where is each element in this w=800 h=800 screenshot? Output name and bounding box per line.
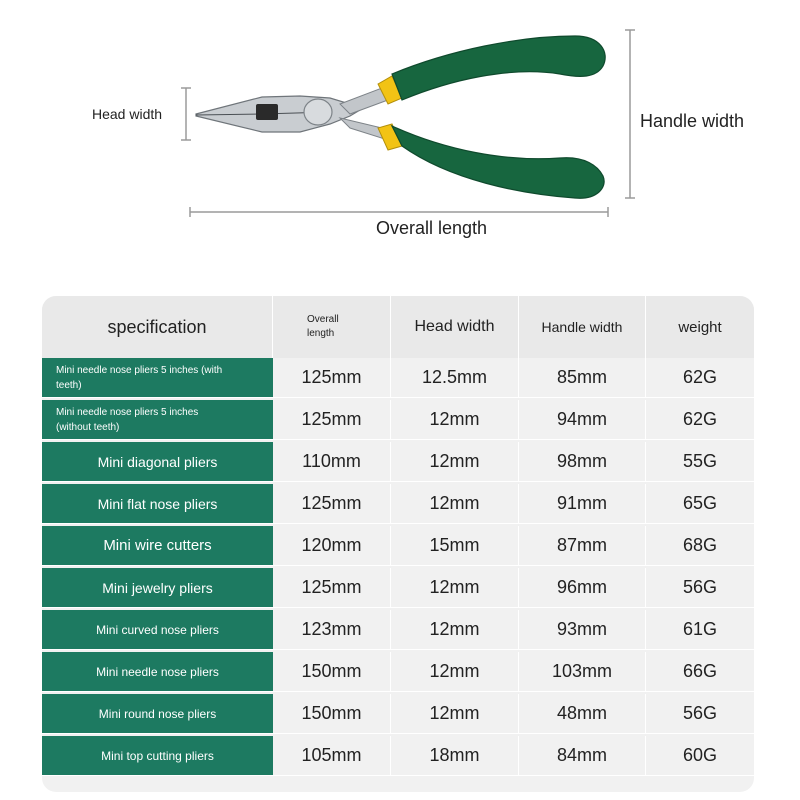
head-width-cell: 15mm — [391, 526, 519, 566]
header-overall-length-line2: length — [307, 328, 335, 339]
handle-width-cell: 85mm — [519, 358, 646, 398]
handle-width-cell: 91mm — [519, 484, 646, 524]
weight-cell: 61G — [646, 610, 754, 650]
overall-length-cell: 150mm — [273, 694, 391, 734]
header-handle-width: Handle width — [519, 296, 646, 358]
product-name-cell — [42, 652, 273, 692]
product-name: Mini round nose pliers — [98, 706, 217, 721]
head-width-cell: 12.5mm — [391, 358, 519, 398]
table-row — [42, 568, 754, 609]
overall-length-label: Overall length — [376, 218, 488, 238]
table-row — [42, 442, 754, 483]
header-specification: specification — [42, 296, 273, 358]
weight-cell: 55G — [646, 442, 754, 482]
table-row — [42, 358, 754, 399]
product-name-cell — [42, 442, 273, 482]
head-width-cell: 12mm — [391, 652, 519, 692]
head-width-cell: 12mm — [391, 568, 519, 608]
table-header-row — [42, 296, 754, 358]
table-row — [42, 610, 754, 651]
product-name: Mini top cutting pliers — [101, 748, 214, 763]
product-name-cell — [42, 400, 273, 440]
handle-width-cell: 94mm — [519, 400, 646, 440]
head-width-cell: 12mm — [391, 400, 519, 440]
handle-width-dimension-line — [625, 30, 635, 198]
header-overall-length-line1: Overall — [307, 314, 339, 325]
table-row — [42, 652, 754, 693]
product-name: Mini jewelry pliers — [102, 579, 213, 596]
handle-width-cell: 87mm — [519, 526, 646, 566]
head-width-cell: 12mm — [391, 484, 519, 524]
head-width-cell: 12mm — [391, 442, 519, 482]
specification-table — [42, 296, 754, 792]
weight-cell: 65G — [646, 484, 754, 524]
overall-length-cell: 125mm — [273, 400, 391, 440]
overall-length-cell: 123mm — [273, 610, 391, 650]
product-name: Mini wire cutters — [103, 537, 212, 554]
product-name-cell — [42, 736, 273, 776]
pliers-handles — [392, 36, 605, 198]
handle-width-cell: 98mm — [519, 442, 646, 482]
product-name-cell — [42, 694, 273, 734]
product-name-line2: teeth) — [56, 379, 82, 391]
overall-length-cell: 125mm — [273, 484, 391, 524]
overall-length-cell: 110mm — [273, 442, 391, 482]
overall-length-cell: 105mm — [273, 736, 391, 776]
weight-cell: 56G — [646, 694, 754, 734]
product-name: Mini flat nose pliers — [97, 495, 218, 512]
weight-cell: 62G — [646, 358, 754, 398]
weight-cell: 56G — [646, 568, 754, 608]
handle-width-cell: 93mm — [519, 610, 646, 650]
product-name: Mini curved nose pliers — [96, 622, 219, 637]
table-row — [42, 484, 754, 525]
pliers-dimension-diagram — [0, 0, 800, 260]
head-width-cell: 12mm — [391, 610, 519, 650]
product-name-cell — [42, 526, 273, 566]
product-name-cell — [42, 610, 273, 650]
overall-length-cell: 150mm — [273, 652, 391, 692]
header-head-width: Head width — [391, 296, 519, 358]
header-weight: weight — [678, 318, 722, 336]
product-name: Mini needle nose pliers — [96, 664, 219, 679]
product-name-cell — [42, 568, 273, 608]
table-row — [42, 400, 754, 441]
head-width-cell: 12mm — [391, 694, 519, 734]
pliers-head — [196, 88, 388, 140]
head-width-label: Head width — [92, 106, 163, 122]
handle-width-cell: 48mm — [519, 694, 646, 734]
overall-length-cell: 125mm — [273, 358, 391, 398]
product-name-cell — [42, 358, 273, 398]
product-name-cell — [42, 484, 273, 524]
overall-length-cell: 120mm — [273, 526, 391, 566]
table-row — [42, 736, 754, 777]
product-name-line1: Mini needle nose pliers 5 inches (with — [56, 364, 223, 376]
product-name: Mini diagonal pliers — [97, 453, 218, 470]
weight-cell: 68G — [646, 526, 754, 566]
overall-length-dimension-line — [190, 207, 608, 217]
table-row — [42, 526, 754, 567]
head-width-dimension-line — [181, 88, 191, 140]
weight-cell: 66G — [646, 652, 754, 692]
table-row — [42, 694, 754, 735]
product-name-line1: Mini needle nose pliers 5 inches — [56, 406, 199, 418]
weight-cell: 62G — [646, 400, 754, 440]
handle-width-cell: 84mm — [519, 736, 646, 776]
head-width-cell: 18mm — [391, 736, 519, 776]
weight-cell: 60G — [646, 736, 754, 776]
handle-width-label: Handle width — [640, 111, 745, 131]
product-name-line2: (without teeth) — [56, 421, 120, 433]
header-overall-length — [273, 296, 391, 358]
handle-width-cell: 103mm — [519, 652, 646, 692]
handle-width-cell: 96mm — [519, 568, 646, 608]
overall-length-cell: 125mm — [273, 568, 391, 608]
